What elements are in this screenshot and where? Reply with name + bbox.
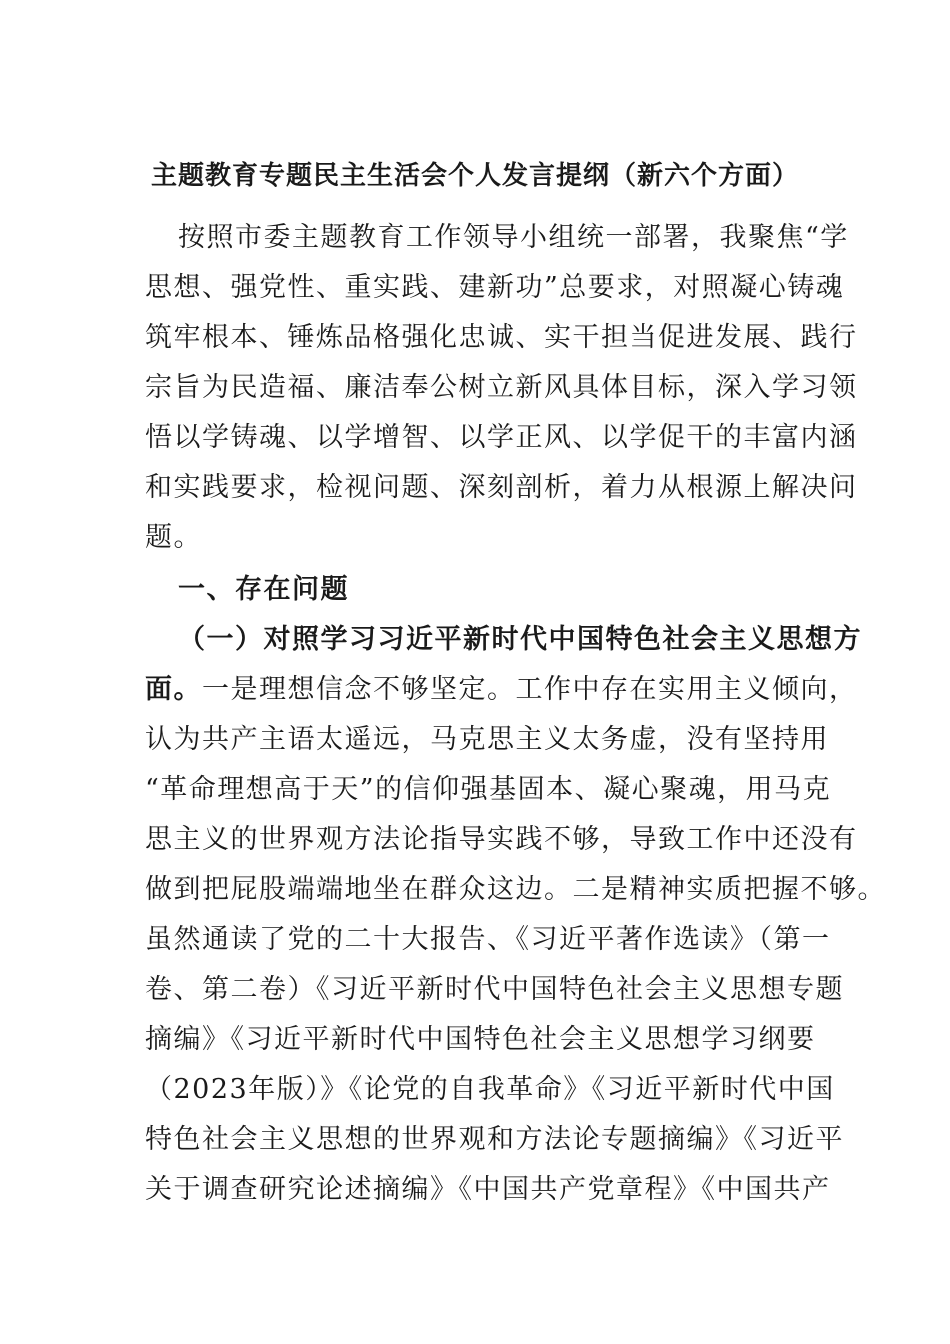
body-line: 认为共产主语太遥远，马克思主义太务虚，没有坚持用 <box>145 724 829 755</box>
intro-line: 按照市委主题教育工作领导小组统一部署，我聚焦“学 <box>178 222 849 253</box>
subsection-heading-end: 面。 <box>145 674 202 705</box>
intro-line: 题。 <box>145 522 202 553</box>
body-line: 关于调查研究论述摘编》《中国共产党章程》《中国共产 <box>145 1174 831 1205</box>
intro-line: 和实践要求，检视问题、深刻剖析，着力从根源上解决问 <box>145 472 858 503</box>
body-line: “革命理想高于天”的信仰强基固本、凝心聚魂，用马克 <box>145 774 832 805</box>
body-text: 一是理想信念不够坚定。工作中存在实用主义倾向， <box>202 674 858 705</box>
body-line: 卷、第二卷）《习近平新时代中国特色社会主义思想专题 <box>145 974 844 1005</box>
body-line: （2023年版）》《论党的自我革命》《习近平新时代中国 <box>145 1074 835 1105</box>
subsection-heading-continuation <box>145 672 858 708</box>
intro-line: 思想、强党性、重实践、建新功”总要求，对照凝心铸魂 <box>145 272 845 303</box>
section-heading: 一、存在问题 <box>178 574 349 605</box>
subsection-heading: （一）对照学习习近平新时代中国特色社会主义思想方 <box>178 624 862 655</box>
body-line: 特色社会主义思想的世界观和方法论专题摘编》《习近平 <box>145 1124 844 1155</box>
intro-line: 宗旨为民造福、廉洁奉公树立新风具体目标，深入学习领 <box>145 372 858 403</box>
intro-line: 筑牢根本、锤炼品格强化忠诚、实干担当促进发展、践行 <box>145 322 858 353</box>
intro-line: 悟以学铸魂、以学增智、以学正风、以学促干的丰富内涵 <box>145 422 858 453</box>
body-line: 做到把屁股端端地坐在群众这边。二是精神实质把握不够。 <box>145 874 886 905</box>
body-line: 思主义的世界观方法论指导实践不够，导致工作中还没有 <box>145 824 858 855</box>
body-line: 虽然通读了党的二十大报告、《习近平著作选读》（第一 <box>145 924 831 955</box>
body-line: 摘编》《习近平新时代中国特色社会主义思想学习纲要 <box>145 1024 816 1055</box>
document-title: 主题教育专题民主生活会个人发言提纲（新六个方面） <box>150 161 799 191</box>
